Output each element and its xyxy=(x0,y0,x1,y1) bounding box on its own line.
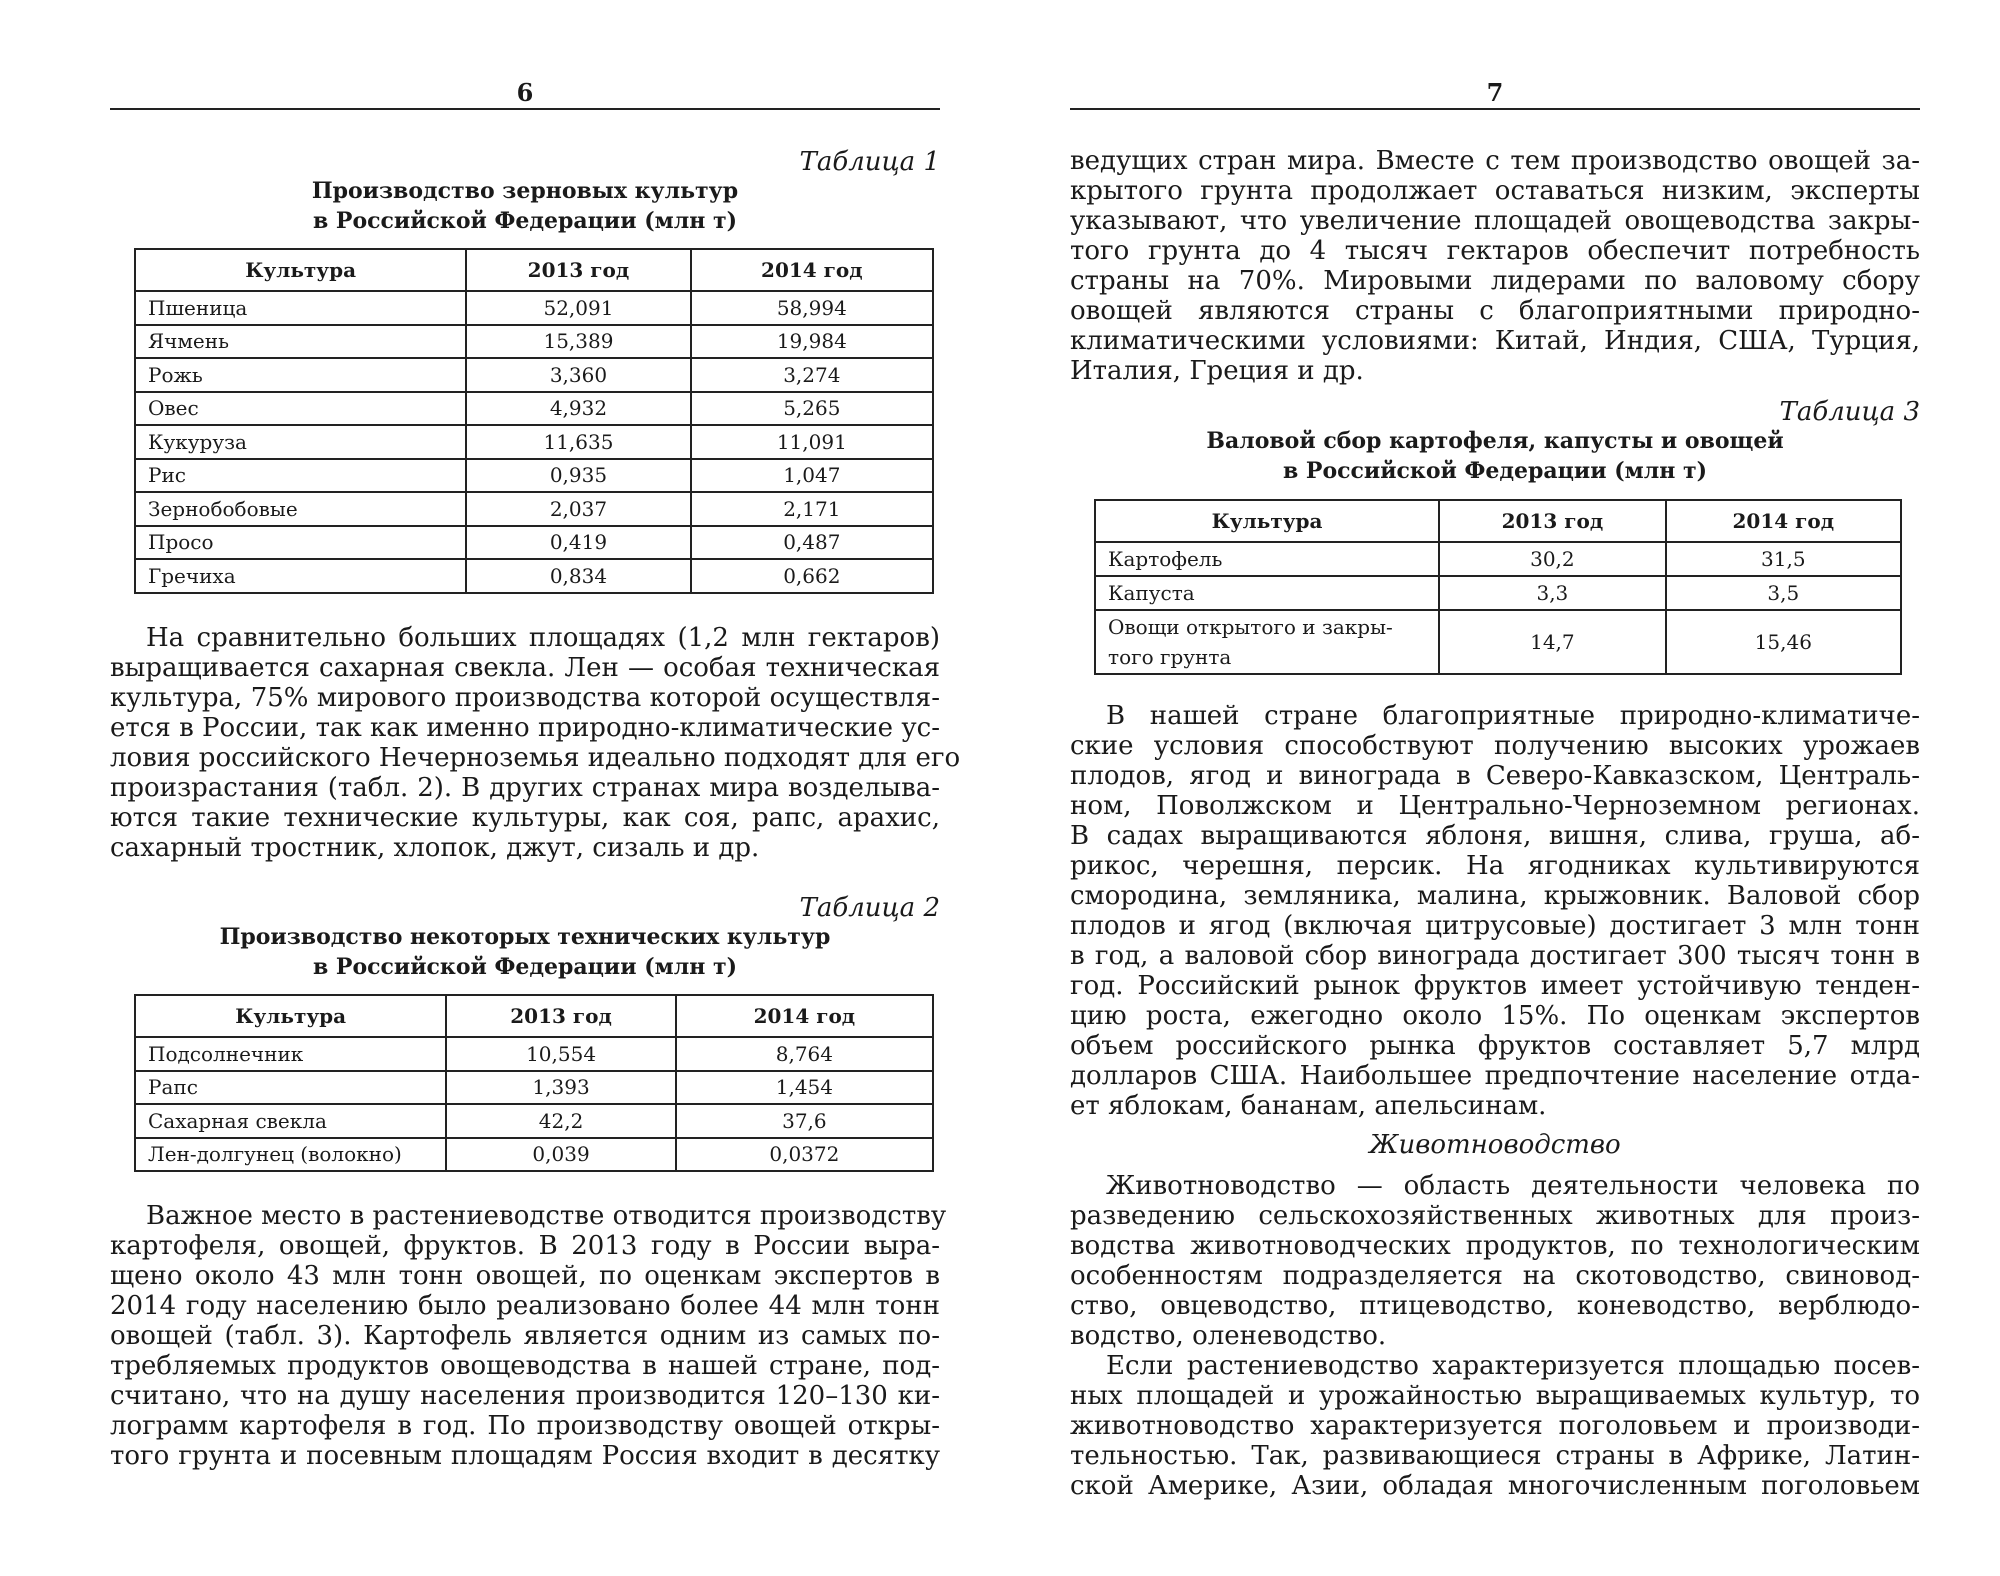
value-cell: 15,389 xyxy=(466,325,690,359)
table2-title-line: в Российской Федерации (млн т) xyxy=(312,954,738,980)
value-cell: 3,3 xyxy=(1439,576,1665,610)
crop-name-cell: Капуста xyxy=(1095,576,1439,610)
header-rule-right xyxy=(1070,108,1920,110)
text-line: водство, оленеводство. xyxy=(1070,1321,1387,1351)
text-line: животноводство характеризуется поголовьем и производи- xyxy=(1070,1411,1920,1441)
text-line: ных площадей и урожайностью выращиваемых культур, то xyxy=(1070,1381,1920,1411)
column-header: 2014 год xyxy=(691,249,933,291)
value-cell: 3,360 xyxy=(466,358,690,392)
right-paragraph-1 xyxy=(1070,146,1920,386)
text-line: указывают, что увеличение площадей овощеводства закры- xyxy=(1070,206,1920,236)
crop-name-cell: Зернобобовые xyxy=(135,492,466,526)
table3-title-line: в Российской Федерации (млн т) xyxy=(1282,458,1708,484)
column-header: 2014 год xyxy=(1666,500,1901,542)
left-page xyxy=(110,0,961,1576)
text-line: ведущих стран мира. Вместе с тем производство овощей за- xyxy=(1070,146,1920,176)
value-cell: 58,994 xyxy=(691,291,933,325)
text-line: Животноводство — область деятельности человека по xyxy=(1106,1171,1920,1201)
table1 xyxy=(134,248,934,594)
text-line: разведению сельскохозяйственных животных для произ- xyxy=(1070,1201,1920,1231)
column-header: 2013 год xyxy=(466,249,690,291)
table-row xyxy=(135,526,933,560)
table-row xyxy=(135,392,933,426)
value-cell: 11,635 xyxy=(466,425,690,459)
text-line: овощей являются страны с благоприятными природно- xyxy=(1070,296,1920,326)
table2-title xyxy=(110,922,940,982)
crop-name-cell: Ячмень xyxy=(135,325,466,359)
text-line: выращивается сахарная свекла. Лен — особая техническая xyxy=(110,653,940,683)
table1-title-line: в Российской Федерации (млн т) xyxy=(312,208,738,234)
right-paragraph-4 xyxy=(1070,1351,1920,1501)
text-line: ются такие технические культуры, как соя, рапс, арахис, xyxy=(110,803,940,833)
value-cell: 0,487 xyxy=(691,526,933,560)
text-line: долларов США. Наибольшее предпочтение население отда- xyxy=(1070,1061,1920,1091)
text-line: требляемых продуктов овощеводства в нашей стране, под- xyxy=(110,1351,940,1381)
table1-title-line: Производство зерновых культур xyxy=(311,178,739,204)
text-line: тельностью. Так, развивающиеся страны в Африке, Латин- xyxy=(1070,1441,1920,1471)
text-line: Если растениеводство характеризуется площадью посев- xyxy=(1106,1351,1920,1381)
text-line: В нашей стране благоприятные природно-климатиче- xyxy=(1106,701,1920,731)
left-paragraph-2 xyxy=(110,1201,947,1471)
text-line: особенностям подразделяется на скотоводство, свиновод- xyxy=(1070,1261,1920,1291)
value-cell: 1,393 xyxy=(446,1071,675,1105)
text-line: произрастания (табл. 2). В других странах мира возделыва- xyxy=(110,773,940,803)
table2-label: Таблица 2 xyxy=(799,893,940,923)
table-row xyxy=(135,559,933,593)
crop-name-cell: Кукуруза xyxy=(135,425,466,459)
value-cell: 31,5 xyxy=(1666,542,1901,576)
text-line: овощей (табл. 3). Картофель является одним из самых по- xyxy=(110,1321,940,1351)
text-line: ном, Поволжском и Центрально-Черноземном регионах. xyxy=(1070,791,1920,821)
right-paragraph-3 xyxy=(1070,1171,1920,1351)
value-cell: 30,2 xyxy=(1439,542,1665,576)
crop-name-cell: Рис xyxy=(135,459,466,493)
column-header: Культура xyxy=(135,249,466,291)
section-heading-animal-husbandry: Животноводство xyxy=(1369,1130,1621,1160)
text-line: ские условия способствуют получению высоких урожаев xyxy=(1070,731,1920,761)
column-header: 2013 год xyxy=(446,995,675,1037)
text-line: водства животноводческих продуктов, по технологическим xyxy=(1070,1231,1920,1261)
table-row xyxy=(1095,576,1901,610)
page-number-right: 7 xyxy=(1486,78,1504,107)
column-header: Культура xyxy=(135,995,446,1037)
text-line: ловия российского Нечерноземья идеально подходят для его xyxy=(110,743,961,773)
page-number-left: 6 xyxy=(516,78,534,107)
table1-label: Таблица 1 xyxy=(799,147,940,177)
value-cell: 0,935 xyxy=(466,459,690,493)
text-line: ет яблокам, бананам, апельсинам. xyxy=(1070,1091,1547,1121)
value-cell: 3,5 xyxy=(1666,576,1901,610)
crop-name-cell: Рапс xyxy=(135,1071,446,1105)
value-cell: 52,091 xyxy=(466,291,690,325)
text-line: ется в России, так как именно природно-климатические ус- xyxy=(110,713,940,743)
text-line: плодов, ягод и винограда в Северо-Кавказском, Централь- xyxy=(1070,761,1920,791)
text-line: культура, 75% мирового производства которой осуществля- xyxy=(110,683,940,713)
table-row xyxy=(135,425,933,459)
column-header: 2014 год xyxy=(676,995,933,1037)
table-row xyxy=(135,1071,933,1105)
table3-label: Таблица 3 xyxy=(1779,397,1920,427)
table-row xyxy=(135,358,933,392)
value-cell: 0,662 xyxy=(691,559,933,593)
crop-name-cell: Овощи открытого и закры- того грунта xyxy=(1095,610,1439,674)
value-cell: 5,265 xyxy=(691,392,933,426)
text-line: ской Америке, Азии, обладая многочисленным поголовьем xyxy=(1070,1471,1920,1501)
right-page xyxy=(1070,0,1920,1576)
table-row xyxy=(1095,610,1901,674)
crop-name-cell: Картофель xyxy=(1095,542,1439,576)
crop-name-cell: Подсолнечник xyxy=(135,1037,446,1071)
text-line: плодов и ягод (включая цитрусовые) достигает 3 млн тонн xyxy=(1070,911,1920,941)
column-header: Культура xyxy=(1095,500,1439,542)
text-line: год. Российский рынок фруктов имеет устойчивую тенден- xyxy=(1070,971,1920,1001)
table2-title-line: Производство некоторых технических культур xyxy=(219,924,831,950)
table-row xyxy=(135,1104,933,1138)
table-row xyxy=(135,459,933,493)
text-line: ство, овцеводство, птицеводство, коневодство, верблюдо- xyxy=(1070,1291,1920,1321)
table-row xyxy=(135,492,933,526)
value-cell: 0,834 xyxy=(466,559,690,593)
right-paragraph-2 xyxy=(1070,701,1920,1121)
value-cell: 37,6 xyxy=(676,1104,933,1138)
text-line: считано, что на душу населения производится 120–130 ки- xyxy=(110,1381,940,1411)
text-line: 2014 году населению было реализовано более 44 млн тонн xyxy=(110,1291,940,1321)
text-line: объем российского рынка фруктов составляет 5,7 млрд xyxy=(1070,1031,1920,1061)
text-line: Важное место в растениеводстве отводится производству xyxy=(146,1201,947,1231)
crop-name-cell: Просо xyxy=(135,526,466,560)
value-cell: 11,091 xyxy=(691,425,933,459)
table-row xyxy=(1095,542,1901,576)
text-line: Италия, Греция и др. xyxy=(1070,356,1364,386)
text-line: картофеля, овощей, фруктов. В 2013 году в России выра- xyxy=(110,1231,940,1261)
text-line: цию роста, ежегодно около 15%. По оценкам экспертов xyxy=(1070,1001,1920,1031)
text-line: щено около 43 млн тонн овощей, по оценкам экспертов в xyxy=(110,1261,940,1291)
value-cell: 8,764 xyxy=(676,1037,933,1071)
table-row xyxy=(135,1138,933,1172)
value-cell: 0,0372 xyxy=(676,1138,933,1172)
text-line: климатическими условиями: Китай, Индия, США, Турция, xyxy=(1070,326,1920,356)
table-row xyxy=(135,291,933,325)
value-cell: 0,419 xyxy=(466,526,690,560)
value-cell: 15,46 xyxy=(1666,610,1901,674)
text-line: лограмм картофеля в год. По производству овощей откры- xyxy=(110,1411,940,1441)
value-cell: 14,7 xyxy=(1439,610,1665,674)
text-line: крытого грунта продолжает оставаться низким, эксперты xyxy=(1070,176,1920,206)
value-cell: 4,932 xyxy=(466,392,690,426)
value-cell: 19,984 xyxy=(691,325,933,359)
table3-title xyxy=(1070,426,1920,486)
value-cell: 1,047 xyxy=(691,459,933,493)
text-line: На сравнительно больших площадях (1,2 млн гектаров) xyxy=(146,623,940,653)
text-line: страны на 70%. Мировыми лидерами по валовому сбору xyxy=(1070,266,1920,296)
crop-name-cell: Гречиха xyxy=(135,559,466,593)
text-line: сахарный тростник, хлопок, джут, сизаль и др. xyxy=(110,833,760,863)
table-row xyxy=(135,1037,933,1071)
table2 xyxy=(134,994,934,1172)
text-line: рикос, черешня, персик. На ягодниках культивируются xyxy=(1070,851,1920,881)
value-cell: 3,274 xyxy=(691,358,933,392)
text-line: в год, а валовой сбор винограда достигает 300 тысяч тонн в xyxy=(1070,941,1920,971)
table-row xyxy=(135,325,933,359)
value-cell: 2,037 xyxy=(466,492,690,526)
crop-name-cell: Пшеница xyxy=(135,291,466,325)
text-line: смородина, земляника, малина, крыжовник. Валовой сбор xyxy=(1070,881,1920,911)
value-cell: 1,454 xyxy=(676,1071,933,1105)
crop-name-cell: Овес xyxy=(135,392,466,426)
text-line: того грунта и посевным площадям Россия входит в десятку xyxy=(110,1441,940,1471)
table3 xyxy=(1094,499,1902,675)
table3-title-line: Валовой сбор картофеля, капусты и овощей xyxy=(1206,428,1784,454)
value-cell: 10,554 xyxy=(446,1037,675,1071)
table1-title xyxy=(110,176,940,236)
text-line: того грунта до 4 тысяч гектаров обеспечит потребность xyxy=(1070,236,1920,266)
header-rule-left xyxy=(110,108,940,110)
text-line: В садах выращиваются яблоня, вишня, слива, груша, аб- xyxy=(1070,821,1920,851)
crop-name-cell: Сахарная свекла xyxy=(135,1104,446,1138)
crop-name-cell: Лен-долгунец (волокно) xyxy=(135,1138,446,1172)
crop-name-cell: Рожь xyxy=(135,358,466,392)
column-header: 2013 год xyxy=(1439,500,1665,542)
value-cell: 0,039 xyxy=(446,1138,675,1172)
value-cell: 2,171 xyxy=(691,492,933,526)
value-cell: 42,2 xyxy=(446,1104,675,1138)
left-paragraph-1 xyxy=(110,623,961,863)
